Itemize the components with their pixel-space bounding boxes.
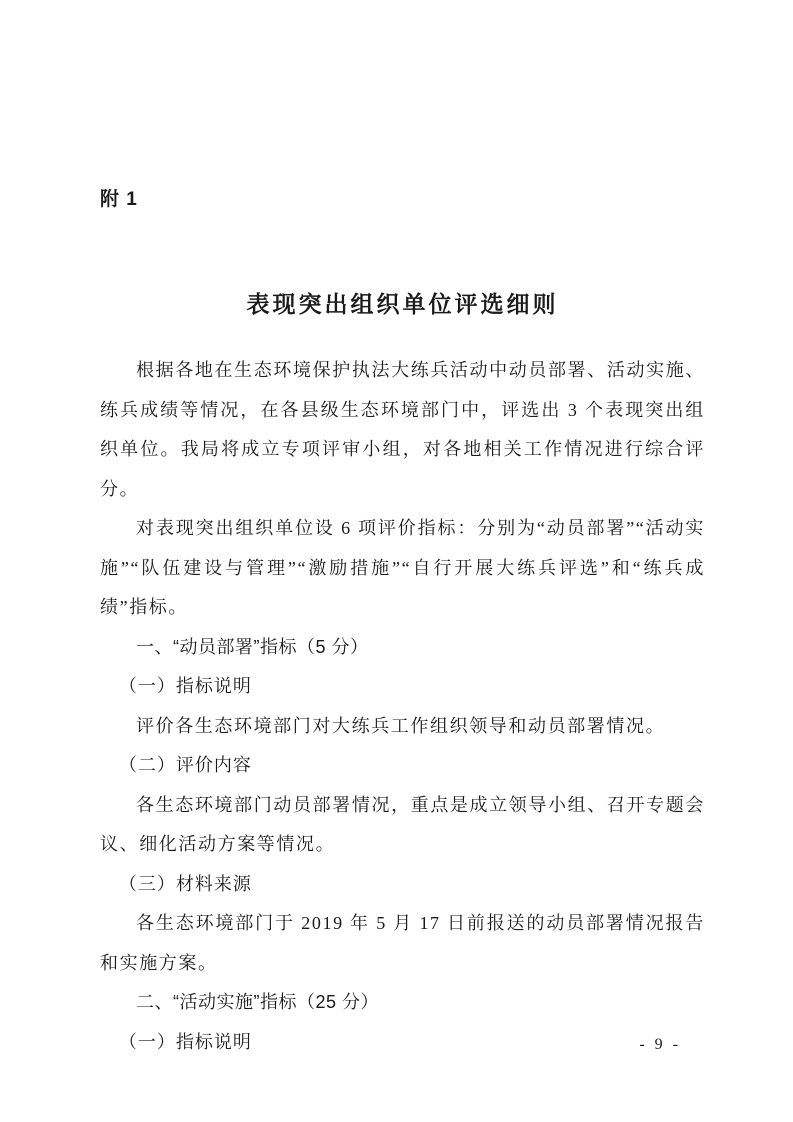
document-body <box>100 351 705 1062</box>
paragraph-evaluation-content: 各生态环境部门动员部署情况，重点是成立领导小组、召开专题会议、细化活动方案等情况。 <box>100 794 705 854</box>
sub-heading-1-2-evaluation-content: （二）评价内容 <box>118 755 252 775</box>
paragraph-indicators-overview: 对表现突出组织单位设 6 项评价指标：分别为“动员部署”“活动实施”“队伍建设与管理”“激励措施”“自行开展大练兵评选”和“练兵成绩”指标。 <box>100 518 705 617</box>
sub-heading-1-1-indicator-description: （一）指标说明 <box>118 676 252 696</box>
sub-heading-2-1-indicator-description: （一）指标说明 <box>118 1031 252 1052</box>
page-number: - 9 - <box>639 1036 681 1053</box>
section-heading-2-activity-implementation: 二、“活动实施”指标（25 分） <box>136 992 380 1012</box>
paragraph-material-source: 各生态环境部门于 2019 年 5 月 17 日前报送的动员部署情况报告和实施方案。 <box>100 913 705 973</box>
sub-heading-1-3-material-source: （三）材料来源 <box>118 873 252 894</box>
paragraph-intro: 根据各地在生态环境保护执法大练兵活动中动员部署、活动实施、练兵成绩等情况，在各县级生态环境部门中，评选出 3 个表现突出组织单位。我局将成立专项评审小组，对各地相关工作情况进行综合评分。 <box>100 360 705 499</box>
paragraph-indicator-description: 评价各生态环境部门对大练兵工作组织领导和动员部署情况。 <box>136 715 666 736</box>
attachment-label: 附 1 <box>100 189 138 210</box>
section-heading-1-mobilization: 一、“动员部署”指标（5 分） <box>136 636 369 657</box>
document-title: 表现突出组织单位评选细则 <box>246 291 559 318</box>
